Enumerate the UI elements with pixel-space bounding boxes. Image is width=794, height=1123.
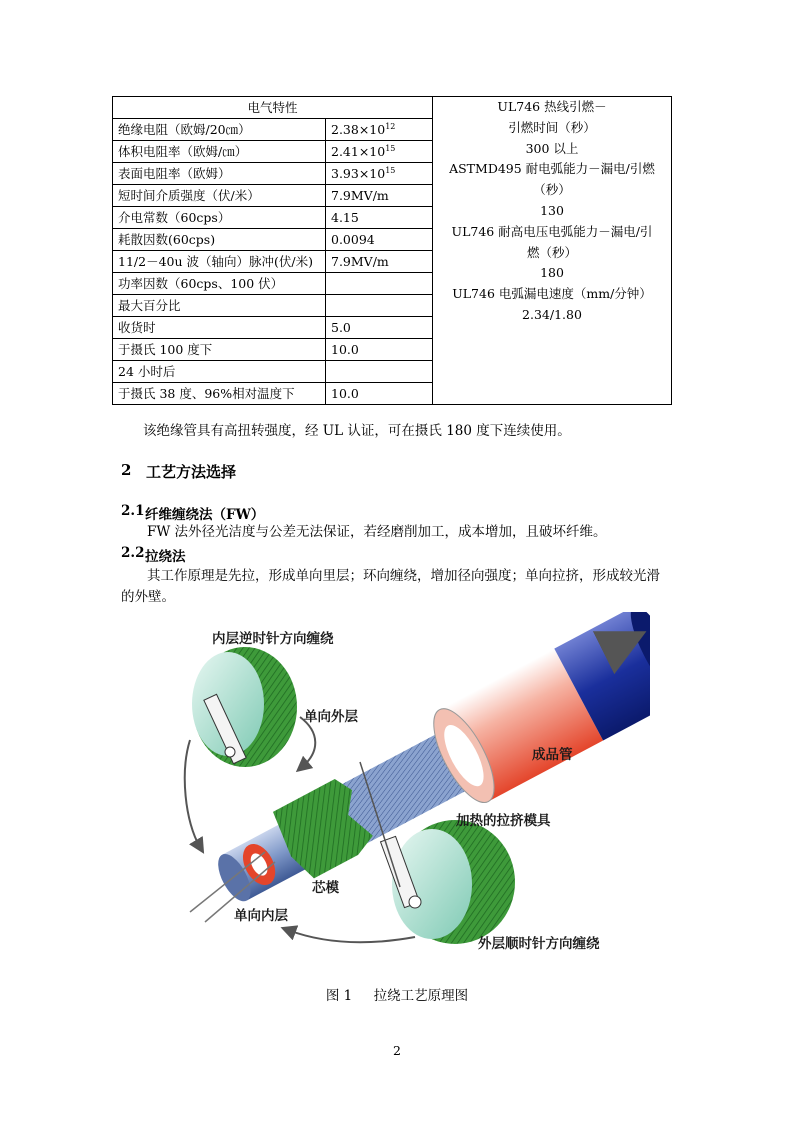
- side-line: 180: [540, 265, 564, 281]
- property-value: [326, 163, 433, 185]
- table-header: 电气特性: [113, 97, 433, 119]
- property-value: 10.0: [326, 383, 433, 405]
- property-label: 最大百分比: [113, 295, 326, 317]
- subsection-2-2-body-line1: 其工作原理是先拉，形成单向里层；环向缠绕，增加径向强度；单向拉挤，形成较光滑: [147, 568, 660, 584]
- property-value: 10.0: [326, 339, 433, 361]
- value-mantissa: 2.38×10: [331, 122, 386, 137]
- side-line: UL746 热线引燃－: [497, 99, 607, 114]
- outer-winding-wheel: [381, 820, 515, 944]
- subsection-2-1-body: FW 法外径光洁度与公差无法保证，若经磨削加工，成本增加，且破坏纤维。: [147, 524, 607, 540]
- property-label: 收货时: [113, 317, 326, 339]
- property-label: 功率因数（60cps、100 伏）: [113, 273, 326, 295]
- side-line: 2.34/1.80: [522, 306, 582, 322]
- property-label: 表面电阻率（欧姆）: [113, 163, 326, 185]
- side-line: 燃（秒）: [526, 244, 577, 260]
- side-line: 引燃时间（秒）: [508, 119, 596, 135]
- property-value: [326, 361, 433, 383]
- inner-winding-wheel: [192, 647, 297, 767]
- table-side-cell: [433, 97, 672, 405]
- label-heated-die: 加热的拉挤模具: [456, 813, 551, 829]
- side-line: （秒）: [533, 182, 571, 198]
- label-inner-ccw: 内层逆时针方向缠绕: [212, 631, 334, 647]
- label-uni-outer: 单向外层: [304, 709, 358, 725]
- outer-rotation-arrow: [288, 930, 415, 942]
- value-exponent: 15: [385, 143, 396, 153]
- table-header-row: [113, 97, 672, 119]
- side-line: UL746 电弧漏电速度（mm/分钟）: [452, 286, 652, 302]
- value-mantissa: 3.93×10: [331, 166, 386, 181]
- property-value: 0.0094: [326, 229, 433, 251]
- property-label: 绝缘电阻（欧姆/20㎝）: [113, 119, 326, 141]
- value-mantissa: 2.41×10: [331, 144, 386, 159]
- paragraph-ul: 该绝缘管具有高扭转强度，经 UL 认证，可在摄氏 180 度下连续使用。: [143, 423, 571, 439]
- property-label: 耗散因数(60cps): [113, 229, 326, 251]
- section-2-title: 工艺方法选择: [146, 463, 237, 481]
- pull-winding-diagram: [170, 612, 650, 952]
- property-value: [326, 273, 433, 295]
- property-value: 4.15: [326, 207, 433, 229]
- property-value: [326, 119, 433, 141]
- subsection-2-2-title: 拉绕法: [145, 549, 186, 565]
- side-line: 130: [540, 202, 564, 218]
- side-line: 300 以上: [525, 140, 579, 156]
- side-line: ASTMD495 耐电弧能力－漏电/引燃: [449, 161, 655, 177]
- subsection-2-2-number: 2.2: [121, 545, 145, 561]
- section-2-number: 2: [121, 461, 132, 479]
- property-value: 7.9MV/m: [326, 251, 433, 273]
- page-number: 2: [393, 1043, 401, 1058]
- side-line: UL746 耐高电压电弧能力－漏电/引: [451, 223, 653, 239]
- property-label: 24 小时后: [113, 361, 326, 383]
- figure-caption-text: 拉绕工艺原理图: [373, 988, 469, 1004]
- subsection-2-2-body-line2: 的外壁。: [121, 589, 175, 605]
- inner-rotation-arrow: [185, 740, 200, 847]
- label-uni-inner: 单向内层: [234, 908, 288, 924]
- property-value: [326, 295, 433, 317]
- property-label: 于摄氏 38 度、96%相对温度下: [113, 383, 326, 405]
- subsection-2-1-number: 2.1: [121, 503, 145, 519]
- figure-caption-number: 图 1: [325, 988, 353, 1004]
- label-mandrel: 芯模: [312, 880, 339, 896]
- label-product-tube: 成品管: [532, 747, 573, 763]
- property-label: 于摄氏 100 度下: [113, 339, 326, 361]
- property-label: 短时间介质强度（伏/米）: [113, 185, 326, 207]
- subsection-2-1-title: 纤维缠绕法（FW）: [145, 507, 265, 523]
- property-value: 7.9MV/m: [326, 185, 433, 207]
- property-value: 5.0: [326, 317, 433, 339]
- property-value: [326, 141, 433, 163]
- electrical-properties-table: [112, 96, 672, 405]
- property-label: 体积电阻率（欧姆/㎝）: [113, 141, 326, 163]
- property-label: 11/2－40u 波（轴向）脉冲(伏/米): [113, 251, 326, 273]
- label-outer-cw: 外层顺时针方向缠绕: [478, 936, 600, 952]
- value-exponent: 12: [385, 121, 396, 131]
- value-exponent: 15: [385, 165, 396, 175]
- pull-winding-illustration: [170, 612, 650, 952]
- property-label: 介电常数（60cps）: [113, 207, 326, 229]
- figure-caption: [0, 984, 794, 1004]
